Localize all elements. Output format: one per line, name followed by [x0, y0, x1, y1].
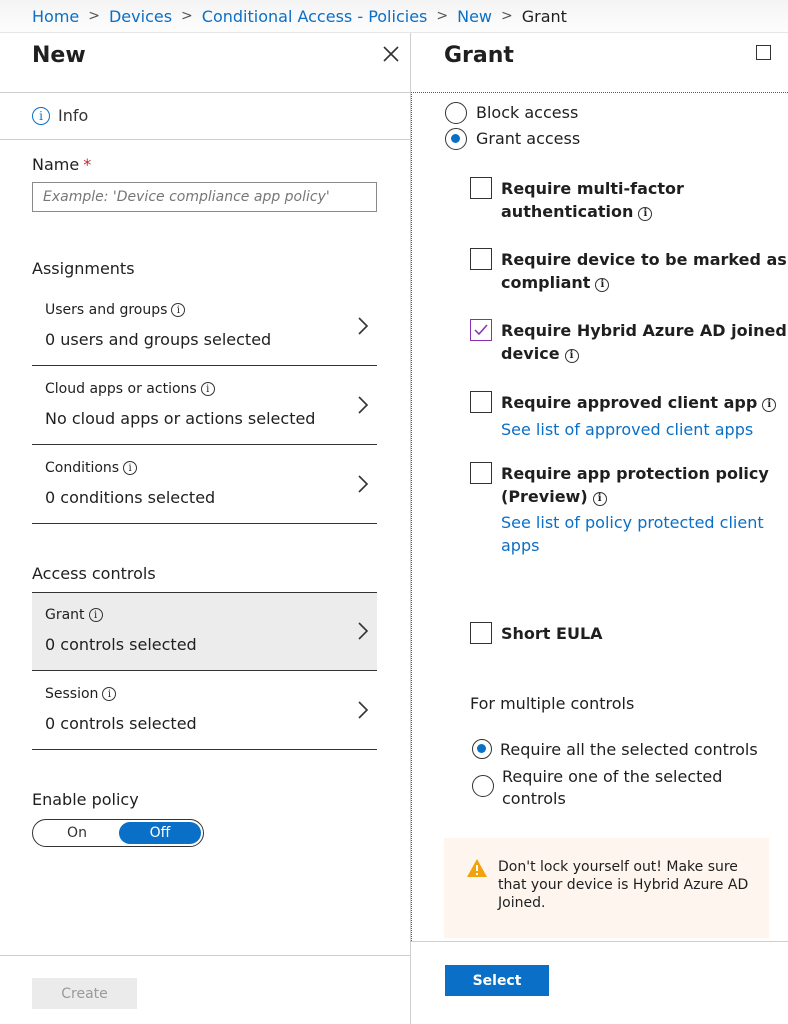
name-input[interactable] — [32, 182, 377, 212]
nav-item-subtitle: 0 conditions selected — [45, 488, 216, 507]
checkbox[interactable] — [470, 177, 492, 199]
warning-text: Don't lock yourself out! Make sure that your device is Hybrid Azure AD Joined. — [498, 859, 749, 911]
info-icon: i — [32, 107, 50, 125]
warning-banner — [444, 838, 769, 938]
info-icon: i — [89, 608, 103, 622]
checkbox[interactable] — [470, 462, 492, 484]
info-icon: i — [595, 278, 609, 292]
nav-item-title: Grant i — [45, 607, 103, 623]
info-icon: i — [762, 398, 776, 412]
nav-item-title: Conditions i — [45, 460, 137, 476]
require-app-protection-checkbox[interactable]: Require app protection policy (Preview) i — [470, 462, 769, 508]
close-icon[interactable] — [380, 43, 402, 65]
grant-blade — [411, 33, 788, 1024]
divider — [411, 941, 788, 942]
enable-policy-toggle[interactable] — [32, 819, 204, 847]
info-icon: i — [171, 303, 185, 317]
create-button[interactable]: Create — [32, 978, 137, 1009]
checkbox[interactable] — [470, 319, 492, 341]
chevron-right-icon: > — [501, 8, 513, 24]
enable-policy-label: Enable policy — [32, 790, 139, 809]
chevron-right-icon — [357, 700, 369, 720]
require-hybrid-join-checkbox[interactable]: Require Hybrid Azure AD joined device i — [470, 319, 787, 365]
protected-apps-link[interactable]: See list of policy protected client apps — [501, 513, 764, 555]
name-label: Name * — [32, 155, 92, 174]
require-one-radio[interactable]: Require one of the selected controls — [472, 766, 722, 810]
blade-title: New — [32, 43, 86, 68]
nav-item-subtitle: 0 users and groups selected — [45, 330, 272, 349]
nav-item-subtitle: No cloud apps or actions selected — [45, 409, 316, 428]
block-access-radio[interactable]: Block access — [445, 102, 578, 124]
info-icon: i — [123, 461, 137, 475]
breadcrumb-new[interactable]: New — [457, 6, 493, 26]
new-policy-blade — [0, 33, 411, 1024]
info-icon: i — [638, 207, 652, 221]
require-mfa-checkbox[interactable]: Require multi-factor authentication i — [470, 177, 684, 223]
divider — [0, 139, 411, 140]
toggle-on-option[interactable]: On — [67, 825, 87, 841]
breadcrumb — [0, 0, 788, 33]
toggle-off-option[interactable]: Off — [119, 822, 201, 844]
chevron-right-icon — [357, 621, 369, 641]
require-compliant-device-checkbox[interactable]: Require device to be marked as compliant i — [470, 248, 787, 294]
nav-item-title: Cloud apps or actions i — [45, 381, 215, 397]
access-controls-heading: Access controls — [32, 564, 156, 583]
blade-title: Grant — [444, 43, 514, 68]
radio-button[interactable] — [472, 739, 492, 759]
checkbox[interactable] — [470, 622, 492, 644]
info-icon: i — [593, 492, 607, 506]
session-item[interactable] — [32, 672, 377, 750]
nav-item-subtitle: 0 controls selected — [45, 635, 197, 654]
divider — [0, 955, 411, 956]
chevron-right-icon: > — [181, 8, 193, 24]
multiple-controls-heading: For multiple controls — [470, 694, 635, 713]
assignments-heading: Assignments — [32, 259, 135, 278]
chevron-right-icon: > — [88, 8, 100, 24]
radio-button[interactable] — [445, 102, 467, 124]
nav-item-subtitle: 0 controls selected — [45, 714, 197, 733]
checkmark-icon — [473, 322, 489, 338]
breadcrumb-home[interactable]: Home — [32, 6, 80, 26]
breadcrumb-devices[interactable]: Devices — [108, 6, 173, 26]
grant-item[interactable] — [32, 593, 377, 671]
chevron-right-icon — [357, 395, 369, 415]
warning-icon — [466, 858, 488, 878]
chevron-right-icon — [357, 316, 369, 336]
nav-item-title: Session i — [45, 686, 116, 702]
info-icon: i — [102, 687, 116, 701]
checkbox[interactable] — [470, 248, 492, 270]
breadcrumb-current: Grant — [521, 6, 567, 26]
grant-access-radio[interactable]: Grant access — [445, 128, 580, 150]
chevron-right-icon: > — [436, 8, 449, 24]
users-and-groups-item[interactable] — [32, 288, 377, 366]
require-all-radio[interactable]: Require all the selected controls — [472, 739, 758, 761]
checkbox[interactable] — [470, 391, 492, 413]
info-label: Info — [58, 106, 89, 125]
radio-button[interactable] — [472, 775, 494, 797]
conditions-item[interactable] — [32, 446, 377, 524]
maximize-icon[interactable] — [756, 45, 771, 60]
info-icon: i — [565, 349, 579, 363]
info-link[interactable] — [32, 106, 88, 125]
divider — [0, 92, 411, 93]
approved-apps-link[interactable]: See list of approved client apps — [501, 420, 754, 439]
require-approved-app-checkbox[interactable]: Require approved client app i — [470, 391, 776, 414]
select-button[interactable]: Select — [445, 965, 549, 996]
breadcrumb-policies[interactable]: Conditional Access - Policies — [201, 6, 428, 26]
short-eula-checkbox[interactable]: Short EULA — [470, 622, 603, 645]
chevron-right-icon — [357, 474, 369, 494]
info-icon: i — [201, 382, 215, 396]
cloud-apps-item[interactable] — [32, 367, 377, 445]
nav-item-title: Users and groups i — [45, 302, 185, 318]
radio-button[interactable] — [445, 128, 467, 150]
